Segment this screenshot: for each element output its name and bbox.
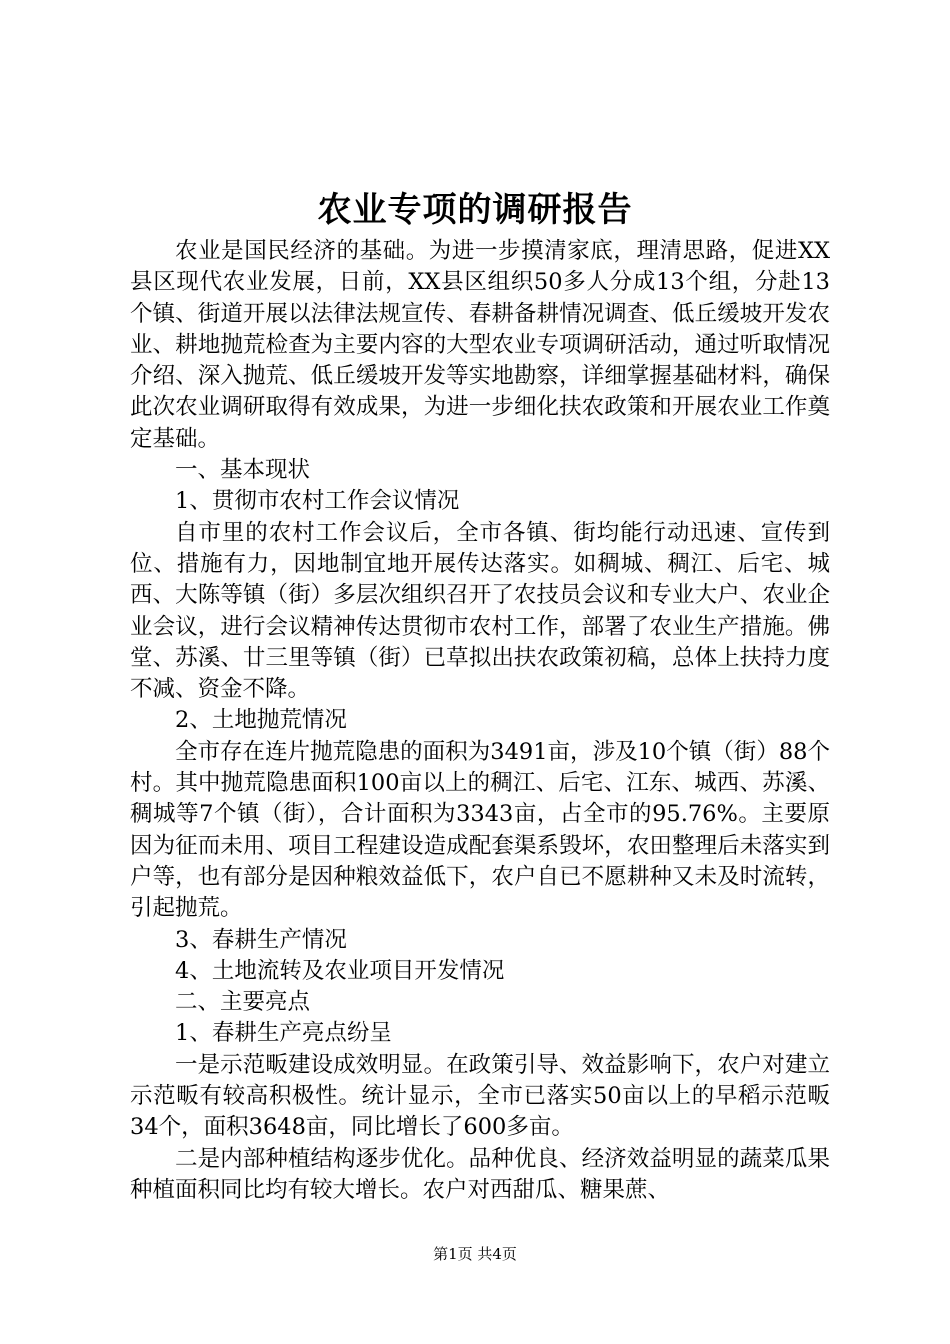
paragraph-land-abandonment: 全市存在连片抛荒隐患的面积为3491亩，涉及10个镇（街）88个村。其中抛荒隐患面积100亩以上的稠江、后宅、江东、城西、苏溪、稠城等7个镇（街），合计面积为3343亩，占全市的95.76%。主要原因为征而未用、项目工程建设造成配套渠系毁坏，农田整理后未落实到户等，也有部分是因种粮效益低下，农户自已不愿耕种又未及时流转，引起抛荒。	[130, 738, 830, 922]
heading-highlights: 二、主要亮点	[175, 989, 311, 1016]
subheading-rural-meeting: 1、贯彻市农村工作会议情况	[175, 488, 460, 515]
subheading-spring-ploughing: 3、春耕生产情况	[175, 926, 347, 953]
document-title: 农业专项的调研报告	[317, 190, 633, 230]
paragraph-rural-meeting: 自市里的农村工作会议后，全市各镇、街均能行动迅速、宣传到位、措施有力，因地制宜地开展传达落实。如稠城、稠江、后宅、城西、大陈等镇（街）多层次组织召开了农技员会议和专业大户、农业企业会议，进行会议精神传达贯彻市农村工作，部署了农业生产措施。佛堂、苏溪、廿三里等镇（街）已草拟出扶农政策初稿，总体上扶持力度不减、资金不降。	[130, 519, 830, 703]
heading-basic-status: 一、基本现状	[175, 457, 311, 484]
subheading-land-abandonment: 2、土地抛荒情况	[175, 707, 347, 734]
page-footer: 第1页 共4页	[433, 1245, 517, 1263]
document-body	[130, 236, 830, 1206]
subheading-land-transfer: 4、土地流转及农业项目开发情况	[175, 957, 505, 984]
paragraph-intro: 农业是国民经济的基础。为进一步摸清家底，理清思路，促进XX县区现代农业发展，日前，XX县区组织50多人分成13个组，分赴13个镇、街道开展以法律法规宣传、春耕备耕情况调查、低丘缓坡开发农业、耕地抛荒检查为主要内容的大型农业专项调研活动，通过听取情况介绍、深入抛荒、低丘缓坡开发等实地勘察，详细掌握基础材料，确保此次农业调研取得有效成果，为进一步细化扶农政策和开展农业工作奠定基础。	[130, 238, 830, 452]
paragraph-demo-fields: 一是示范畈建设成效明显。在政策引导、效益影响下，农户对建立示范畈有较高积极性。统计显示，全市已落实50亩以上的早稻示范畈34个，面积3648亩，同比增长了600多亩。	[130, 1051, 830, 1141]
paragraph-planting-structure: 二是内部种植结构逐步优化。品种优良、经济效益明显的蔬菜瓜果种植面积同比均有较大增长。农户对西甜瓜、糖果蔗、	[130, 1145, 830, 1203]
subheading-spring-highlights: 1、春耕生产亮点纷呈	[175, 1020, 392, 1047]
